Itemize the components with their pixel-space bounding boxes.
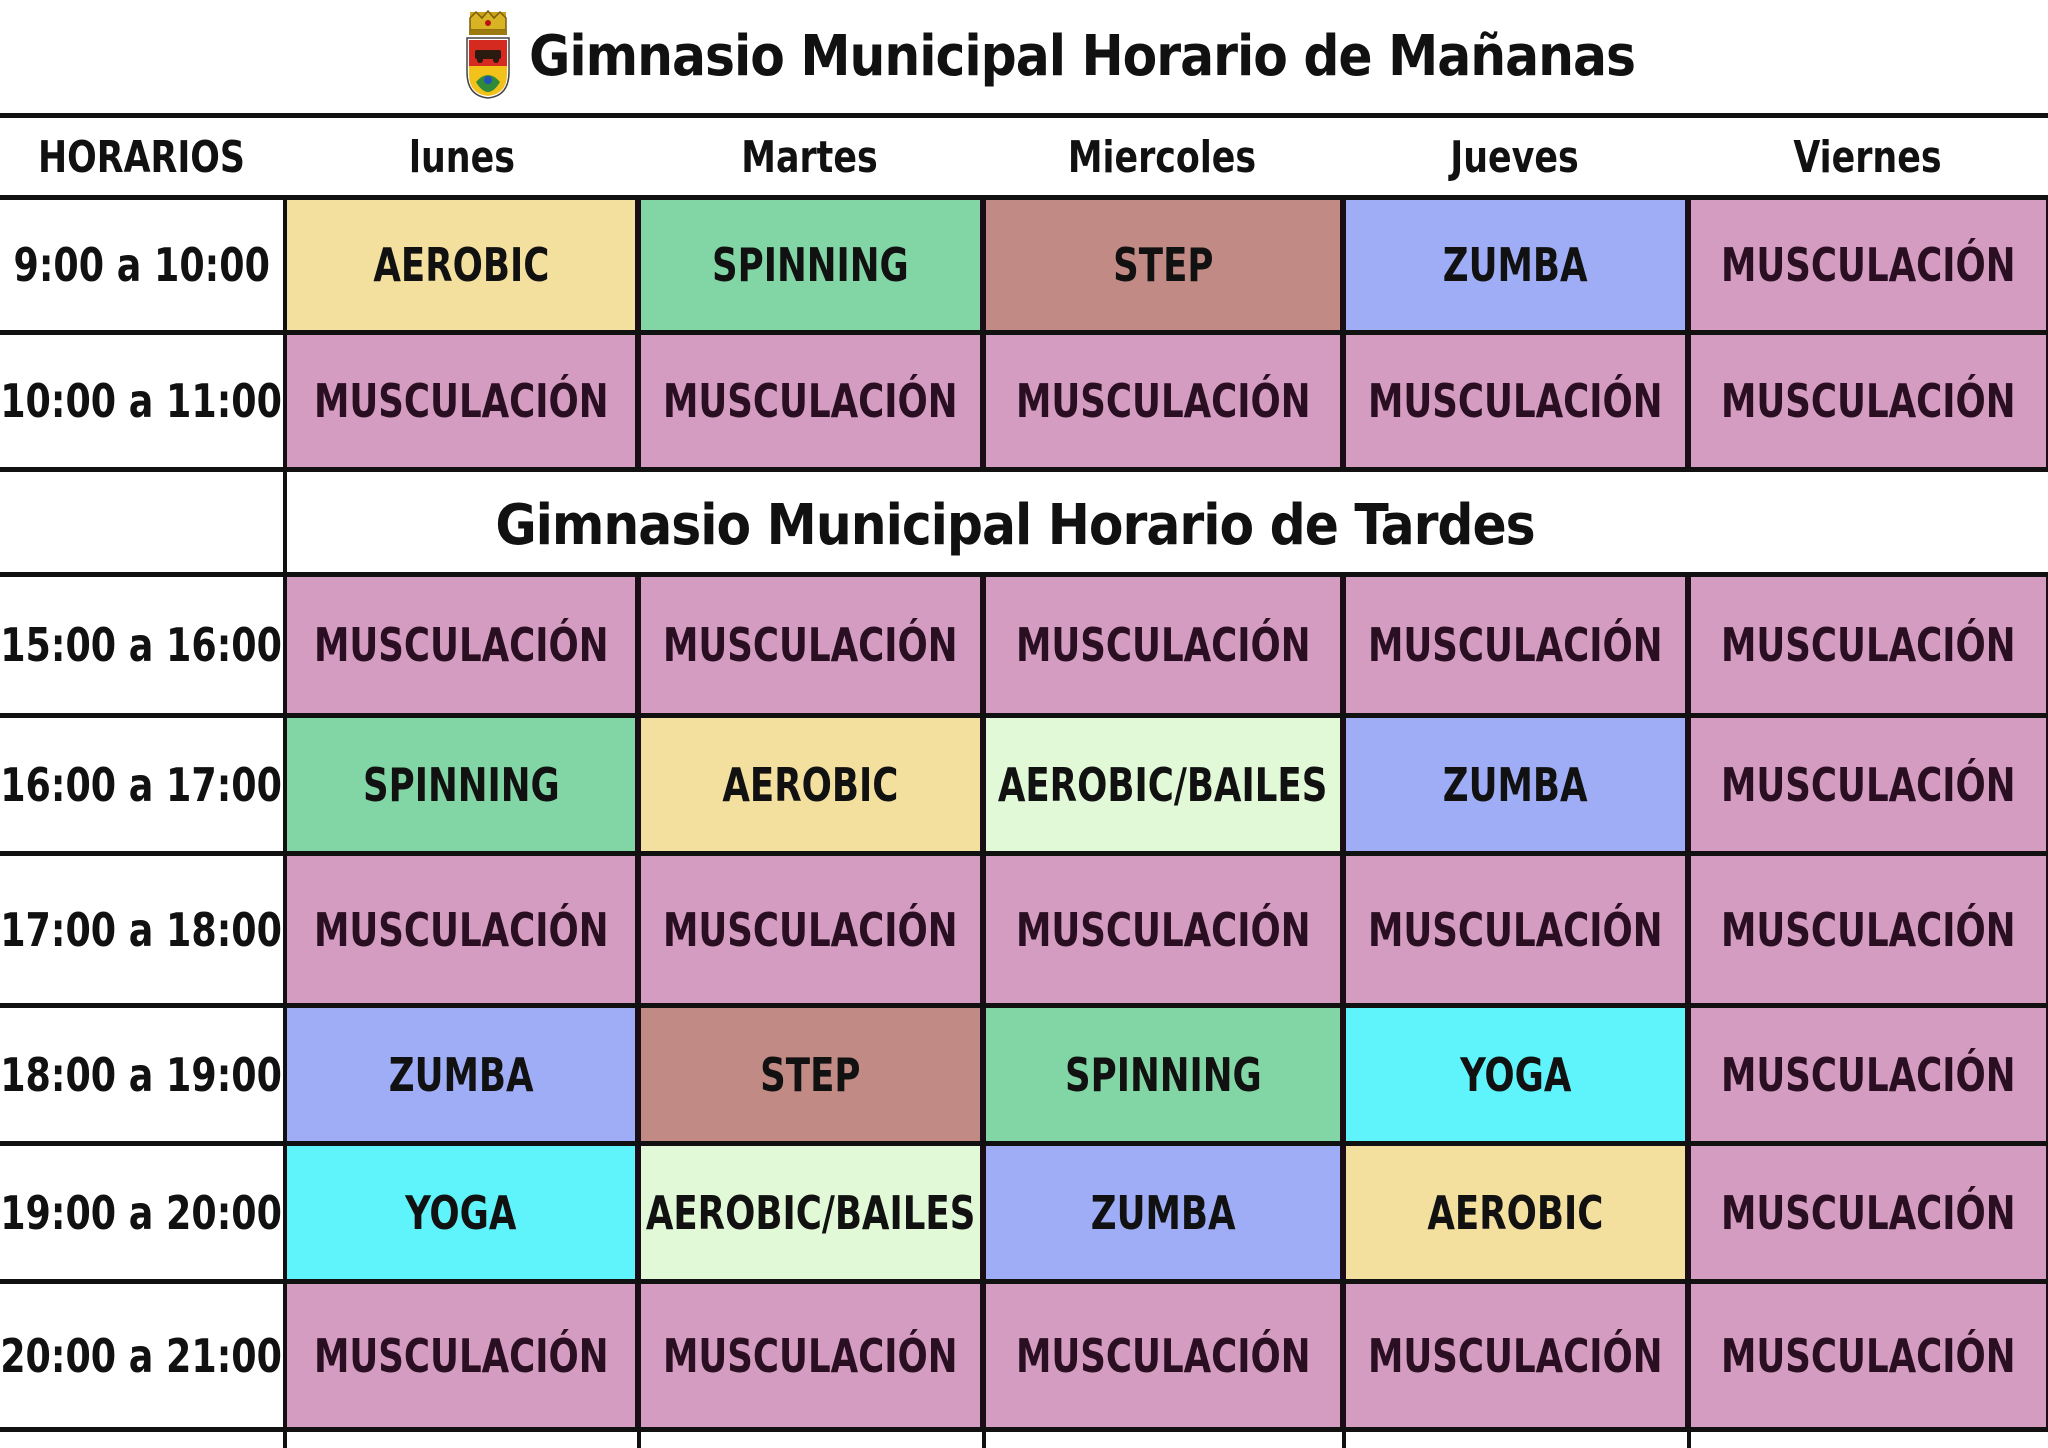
class-cell: MUSCULACIÓN	[637, 577, 982, 713]
row-divider	[0, 1427, 2048, 1432]
class-cell: MUSCULACIÓN	[1687, 577, 2048, 713]
class-cell: YOGA	[283, 1146, 637, 1279]
time-slot: 15:00 a 16:00	[0, 577, 283, 713]
class-cell: AEROBIC	[637, 718, 982, 851]
class-cell: MUSCULACIÓN	[1687, 200, 2048, 330]
class-cell: MUSCULACIÓN	[982, 577, 1342, 713]
class-cell: MUSCULACIÓN	[1687, 1146, 2048, 1279]
header-martes: Martes	[741, 132, 878, 183]
time-slot: 20:00 a 21:00	[0, 1284, 283, 1427]
class-cell: STEP	[982, 200, 1342, 330]
time-slot: 16:00 a 17:00	[0, 718, 283, 851]
class-cell: MUSCULACIÓN	[283, 1284, 637, 1427]
header-lunes: lunes	[409, 132, 515, 183]
class-cell: MUSCULACIÓN	[1687, 1008, 2048, 1141]
class-cell: MUSCULACIÓN	[1687, 718, 2048, 851]
column-border	[283, 1432, 287, 1448]
class-cell: SPINNING	[982, 1008, 1342, 1141]
class-cell: MUSCULACIÓN	[1342, 335, 1687, 467]
time-column-border	[283, 198, 287, 1448]
class-cell: ZUMBA	[1342, 200, 1687, 330]
class-cell: AEROBIC	[1342, 1146, 1687, 1279]
class-cell: MUSCULACIÓN	[982, 856, 1342, 1003]
header-miercoles: Miercoles	[1067, 132, 1257, 183]
class-cell: MUSCULACIÓN	[1687, 856, 2048, 1003]
class-cell: MUSCULACIÓN	[982, 1284, 1342, 1427]
time-slot: 19:00 a 20:00	[0, 1146, 283, 1279]
column-border	[637, 1432, 641, 1448]
class-cell: MUSCULACIÓN	[1342, 856, 1687, 1003]
time-slot: 10:00 a 11:00	[0, 335, 283, 467]
class-cell: ZUMBA	[283, 1008, 637, 1141]
class-cell: MUSCULACIÓN	[283, 335, 637, 467]
class-cell: MUSCULACIÓN	[1687, 1284, 2048, 1427]
class-cell: ZUMBA	[1342, 718, 1687, 851]
class-cell: MUSCULACIÓN	[1342, 1284, 1687, 1427]
header-viernes: Viernes	[1793, 132, 1942, 183]
class-cell: MUSCULACIÓN	[637, 1284, 982, 1427]
class-cell: ZUMBA	[982, 1146, 1342, 1279]
time-slot: 9:00 a 10:00	[0, 200, 283, 330]
column-border	[982, 1432, 986, 1448]
class-cell: SPINNING	[637, 200, 982, 330]
class-cell: MUSCULACIÓN	[1342, 577, 1687, 713]
class-cell: MUSCULACIÓN	[283, 856, 637, 1003]
class-cell: MUSCULACIÓN	[1687, 335, 2048, 467]
class-cell: SPINNING	[283, 718, 637, 851]
class-cell: AEROBIC/BAILES	[637, 1146, 982, 1279]
header-jueves: Jueves	[1450, 132, 1579, 183]
class-cell: MUSCULACIÓN	[982, 335, 1342, 467]
row-divider	[0, 467, 2048, 472]
class-cell: YOGA	[1342, 1008, 1687, 1141]
class-cell: MUSCULACIÓN	[637, 335, 982, 467]
class-cell: MUSCULACIÓN	[283, 577, 637, 713]
time-slot: 18:00 a 19:00	[0, 1008, 283, 1141]
morning-schedule-title: Gimnasio Municipal Horario de Mañanas	[529, 24, 1635, 89]
time-slot: 17:00 a 18:00	[0, 856, 283, 1003]
class-cell: MUSCULACIÓN	[637, 856, 982, 1003]
class-cell: STEP	[637, 1008, 982, 1141]
class-cell: AEROBIC	[283, 200, 637, 330]
class-cell: AEROBIC/BAILES	[982, 718, 1342, 851]
column-border	[1342, 1432, 1346, 1448]
column-border	[1687, 1432, 1691, 1448]
afternoon-schedule-title: Gimnasio Municipal Horario de Tardes	[495, 493, 1535, 558]
header-horarios: HORARIOS	[37, 132, 246, 183]
